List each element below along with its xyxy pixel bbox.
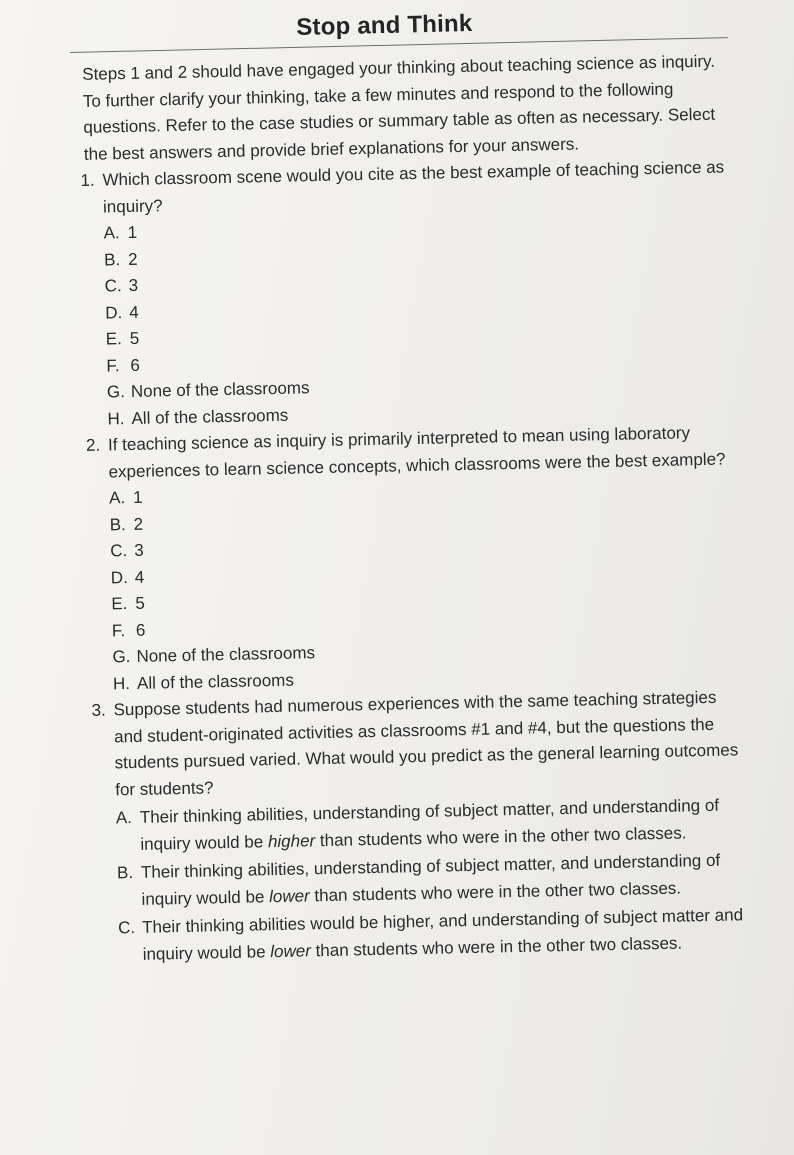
question-1 [80, 154, 735, 433]
answer-option [118, 902, 747, 968]
option-letter: A. [103, 223, 120, 243]
option-text: 4 [134, 567, 145, 587]
option-text: 1 [127, 222, 138, 242]
question-number: 1. [80, 170, 95, 190]
emphasis-text: higher [267, 830, 316, 851]
question-number: 3. [91, 700, 106, 720]
option-text: 5 [129, 328, 140, 348]
option-text: 2 [133, 514, 144, 534]
option-text: None of the classrooms [136, 643, 316, 666]
question-text: Which classroom scene would you cite as the best example of teaching science as inquiry? [102, 157, 725, 217]
option-text: All of the classrooms [136, 670, 295, 693]
option-letter: D. [110, 567, 128, 587]
option-letter: B. [109, 514, 126, 534]
option-letter: C. [110, 541, 128, 561]
option-text: 1 [132, 487, 143, 507]
option-letter: C. [104, 276, 122, 296]
option-text: 5 [135, 593, 146, 613]
question-3 [91, 684, 747, 969]
option-letter: G. [112, 647, 131, 667]
option-text: 4 [129, 302, 139, 322]
question-text: If teaching science as inquiry is primarily interpreted to mean using laboratory experiences to learn science concepts, which classrooms were the best example? [107, 423, 726, 481]
option-letter: F. [111, 620, 126, 640]
option-letter: A. [115, 808, 133, 828]
emphasis-text: lower [268, 885, 310, 906]
option-text: 3 [134, 540, 144, 560]
option-letter: A. [108, 488, 126, 508]
page-title: Stop and Think [296, 10, 473, 41]
option-letter: H. [107, 408, 125, 428]
option-letter: E. [105, 329, 123, 349]
option-letter: G. [106, 382, 126, 402]
question-number: 2. [85, 435, 101, 455]
option-text: 2 [127, 249, 138, 269]
option-letter: D. [105, 302, 123, 322]
option-text: Their thinking abilities would be higher, and understanding of subject matter and inquiry would be lower than students who were in the other two classes. [141, 905, 744, 964]
option-letter: E. [111, 594, 128, 614]
question-2 [86, 419, 741, 698]
option-text: 3 [128, 275, 139, 295]
option-letter: H. [112, 673, 131, 693]
option-text: All of the classrooms [131, 405, 289, 428]
option-text: None of the classrooms [130, 378, 310, 401]
option-letter: B. [103, 249, 121, 269]
option-letter: F. [106, 355, 120, 375]
option-text: Their thinking abilities, understanding of subject matter, and understanding of inquiry would be lower than students who were in the other two classes. [140, 850, 721, 909]
option-text: 6 [135, 620, 146, 640]
page-body [78, 48, 747, 968]
option-text: 6 [130, 355, 141, 375]
intro-paragraph: Steps 1 and 2 should have engaged your thinking about teaching science as inquiry. To further clarify your thinking, take a few minutes and respond to the following questions. Refer to the case studies or summary table as often as necessary. Select the best answers and provide brief explanations for your answers. [82, 51, 716, 164]
option-letter: B. [116, 863, 134, 883]
question-text: Suppose students had numerous experiences with the same teaching strategies and student-originated activities as classrooms #1 and #4, but the questions the students pursued varied. What would you predict as the general learning outcomes for students? [113, 687, 739, 799]
option-text: Their thinking abilities, understanding of subject matter, and understanding of inquiry would be higher than students who were in the other two classes. [139, 795, 720, 854]
answer-options [81, 207, 735, 433]
answer-options [94, 792, 747, 969]
option-letter: C. [117, 917, 136, 938]
emphasis-text: lower [270, 940, 312, 961]
answer-options [87, 472, 741, 698]
